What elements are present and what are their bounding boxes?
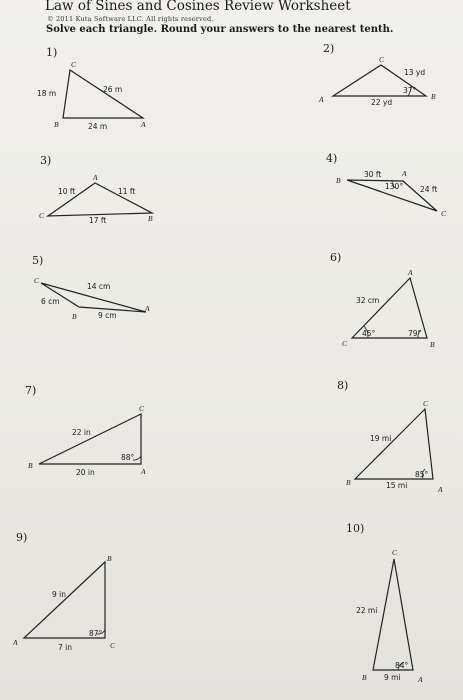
problem-6 xyxy=(330,251,435,349)
vertex-label-b: B xyxy=(148,214,153,223)
side-measure: 22 in xyxy=(72,428,91,437)
problem-number: 5) xyxy=(32,254,44,267)
angle-measure: 84° xyxy=(395,661,409,670)
vertex-label-c: C xyxy=(441,209,447,218)
problem-number: 8) xyxy=(337,379,349,392)
problem-number: 3) xyxy=(40,154,52,167)
vertex-label-c: C xyxy=(342,339,348,348)
vertex-label-a: A xyxy=(418,675,423,684)
vertex-label-a: A xyxy=(141,120,146,129)
side-measure: 9 in xyxy=(52,590,66,599)
side-measure: 13 yd xyxy=(404,68,426,77)
problem-number: 7) xyxy=(25,384,37,397)
problem-3 xyxy=(39,154,153,225)
vertex-label-b: B xyxy=(336,176,341,185)
angle-measure: 87° xyxy=(89,629,103,638)
problem-10 xyxy=(346,522,423,684)
problem-number: 10) xyxy=(346,522,365,535)
problem-5 xyxy=(32,254,150,321)
side-measure: 11 ft xyxy=(118,187,136,196)
problem-4 xyxy=(326,152,447,218)
triangle xyxy=(355,409,433,479)
vertex-label-a: A xyxy=(402,169,407,178)
side-measure: 6 cm xyxy=(41,297,60,306)
copyright-notice: © 2011 Kuta Software LLC. All rights reserved. xyxy=(47,15,214,23)
triangle xyxy=(24,562,105,638)
angle-measure: 37° xyxy=(403,86,417,95)
triangle xyxy=(373,559,413,670)
side-measure: 17 ft xyxy=(89,216,107,225)
problem-1 xyxy=(37,46,146,131)
vertex-label-c: C xyxy=(379,55,385,64)
problem-number: 6) xyxy=(330,251,342,264)
side-measure: 19 mi xyxy=(370,434,392,443)
side-measure: 32 cm xyxy=(356,296,380,305)
vertex-label-a: A xyxy=(13,638,18,647)
problem-9 xyxy=(12,531,116,652)
vertex-label-a: A xyxy=(141,467,146,476)
angle-measure: 79° xyxy=(408,329,422,338)
side-measure: 14 cm xyxy=(87,282,111,291)
problem-2 xyxy=(318,42,436,107)
problem-number: 1) xyxy=(46,46,58,59)
vertex-label-b: B xyxy=(362,673,367,682)
side-measure: 26 m xyxy=(103,85,123,94)
side-measure: 9 mi xyxy=(384,673,401,682)
angle-measure: 45° xyxy=(362,329,376,338)
vertex-label-a: A xyxy=(319,95,324,104)
side-measure: 7 in xyxy=(58,643,72,652)
vertex-label-b: B xyxy=(54,120,59,129)
vertex-label-c: C xyxy=(39,211,45,220)
vertex-label-a: A xyxy=(438,485,443,494)
triangle xyxy=(63,70,143,118)
vertex-label-c: C xyxy=(71,60,77,69)
vertex-label-c: C xyxy=(110,641,116,650)
vertex-label-a: A xyxy=(93,173,98,182)
vertex-label-a: A xyxy=(145,304,150,313)
problem-8 xyxy=(337,379,443,494)
vertex-label-b: B xyxy=(431,92,436,101)
vertex-label-b: B xyxy=(107,554,112,563)
problem-number: 2) xyxy=(323,42,335,55)
vertex-label-a: A xyxy=(408,268,413,277)
angle-measure: 85° xyxy=(415,470,429,479)
side-measure: 24 m xyxy=(88,122,108,131)
side-measure: 10 ft xyxy=(58,187,76,196)
worksheet-title: Law of Sines and Cosines Review Worksheet xyxy=(45,0,351,14)
vertex-label-c: C xyxy=(423,399,429,408)
side-measure: 22 mi xyxy=(356,606,378,615)
side-measure: 18 m xyxy=(37,89,57,98)
side-measure: 20 in xyxy=(76,468,95,477)
vertex-label-c: C xyxy=(139,404,145,413)
vertex-label-b: B xyxy=(28,461,33,470)
side-measure: 15 mi xyxy=(386,481,408,490)
instructions: Solve each triangle. Round your answers to the nearest tenth. xyxy=(46,24,394,35)
side-measure: 9 cm xyxy=(98,311,117,320)
problem-number: 9) xyxy=(16,531,28,544)
vertex-label-b: B xyxy=(72,312,77,321)
side-measure: 22 yd xyxy=(371,98,393,107)
problem-number: 4) xyxy=(326,152,338,165)
angle-measure: 88° xyxy=(121,453,135,462)
vertex-label-c: C xyxy=(34,276,40,285)
vertex-label-c: C xyxy=(392,548,398,557)
vertex-label-b: B xyxy=(346,478,351,487)
vertex-label-b: B xyxy=(430,340,435,349)
side-measure: 24 ft xyxy=(420,185,438,194)
side-measure: 30 ft xyxy=(364,170,382,179)
problem-7 xyxy=(25,384,146,477)
angle-measure: 130° xyxy=(385,182,404,191)
